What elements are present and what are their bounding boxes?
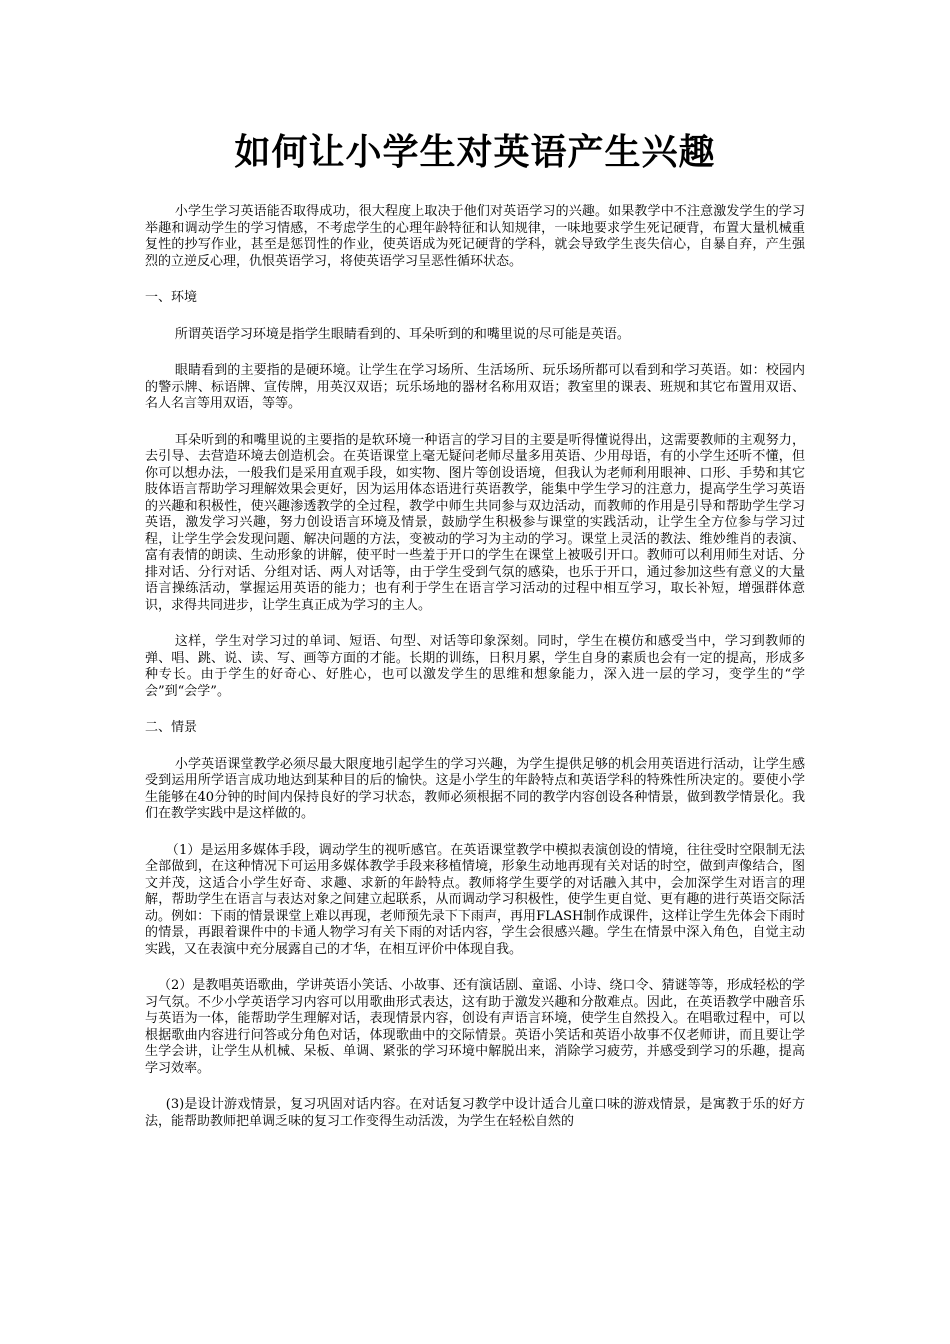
document-page xyxy=(145,128,805,1150)
section-heading-environment: 一、环境 xyxy=(145,290,198,305)
paragraph-hard-environment: 眼睛看到的主要指的是硬环境。让学生在学习场所、生活场所、玩乐场所都可以看到和学习英语。如：校园内的警示牌、标语牌、宣传牌，用英汉双语；玩乐场地的器材名称用双语；教室里的课表、班规和其它布置用双语、名人名言等用双语，等等。 xyxy=(145,363,805,411)
paragraph-result: 这样，学生对学习过的单词、短语、句型、对话等印象深刻。同时，学生在模仿和感受当中，学习到教师的弹、唱、跳、说、读、写、画等方面的才能。长期的训练，日积月累，学生自身的素质也会有一定的提高，形成多种专长。由于学生的好奇心、好胜心，也可以激发学生的思维和想象能力，深入进一层的学习，变学生的“学会”到“会学”。 xyxy=(145,634,805,699)
paragraph-method-games: (3)是设计游戏情景，复习巩固对话内容。在对话复习教学中设计适合儿童口味的游戏情景，是寓教于乐的好方法，能帮助教师把单调乏味的复习工作变得生动活泼，为学生在轻松自然的 xyxy=(145,1097,805,1129)
paragraph-intro: 小学生学习英语能否取得成功，很大程度上取决于他们对英语学习的兴趣。如果教学中不注意激发学生的学习举趣和调动学生的学习情感，不考虑学生的心理年龄特征和认知规律，一味地要求学生死记硬背，布置大量机械重复性的抄写作业，甚至是惩罚性的作业，使英语成为死记硬背的学科，就会导致学生丧失信心，自暴自弃，产生强烈的立逆反心理，仇恨英语学习，将使英语学习呈恶性循环状态。 xyxy=(145,204,805,269)
section-heading-scenario: 二、情景 xyxy=(145,720,198,735)
paragraph-scenario-intro: 小学英语课堂教学必须尽最大限度地引起学生的学习兴趣，为学生提供足够的机会用英语进行活动，让学生感受到运用所学语言成功地达到某种目的后的愉快。这是小学生的年龄特点和英语学科的特殊性所决定的。要使小学生能够在40分钟的时间内保持良好的学习状态，教师必须根据不同的教学内容创设各种情景，做到教学情景化。我们在教学实践中是这样做的。 xyxy=(145,756,805,821)
paragraph-environment-definition: 所谓英语学习环境是指学生眼睛看到的、耳朵听到的和嘴里说的尽可能是英语。 xyxy=(174,326,630,342)
document-title: 如何让小学生对英语产生兴趣 xyxy=(234,131,716,173)
paragraph-soft-environment: 耳朵听到的和嘴里说的主要指的是软环境一种语言的学习目的主要是听得懂说得出，这需要教师的主观努力，去引导、去营造环境去创造机会。在英语课堂上毫无疑问老师尽量多用英语、少用母语，有的小学生还听不懂，但你可以想办法，一般我们是采用直观手段，如实物、图片等创设语境，但我认为老师利用眼神、口形、手势和其它肢体语言帮助学习理解效果会更好，因为运用体态语进行英语教学，能集中学生学习的注意力，提高学生学习英语的兴趣和积极性，使兴趣渗透教学的全过程，教学中师生共同参与双边活动，而教师的作用是引导和帮助学生学习英语，激发学习兴趣，努力创设语言环境及情景，鼓励学生积极参与课堂的实践活动，让学生全方位参与学习过程，让学生学会发现问题、解决问题的方法，变被动的学习为主动的学习。课堂上灵活的教法、维妙维肖的表演、富有表情的朗读、生动形象的讲解，使平时一些羞于开口的学生在课堂上被吸引开口。教师可以利用师生对话、分排对话、分行对话、分组对话、两人对话等，由于学生受到气氛的感染，也乐于开口，通过参加这些有意义的大量语言操练活动，掌握运用英语的能力；也有利于学生在语言学习活动的过程中相互学习，取长补短，增强群体意识，求得共同进步，让学生真正成为学习的主人。 xyxy=(145,432,805,613)
paragraph-method-multimedia: （1）是运用多媒体手段，调动学生的视听感官。在英语课堂教学中模拟表演创设的情境，往往受时空限制无法全部做到，在这种情况下可运用多媒体教学手段来移植情境，形象生动地再现有关对话的时空，做到声像结合，图文并茂，这适合小学生好奇、求趣、求新的年龄特点。教师将学生要学的对话融入其中，会加深学生对语言的理解，帮助学生在语言与表达对象之间建立起联系，从而调动学习积极性，使学生更自觉、更有趣的进行英语交际活动。例如：下雨的情景课堂上难以再现，老师预先录下下雨声，再用FLASH制作成课件，这样让学生先体会下雨时的情景，再跟着课件中的卡通人物学习有关下雨的对话内容，学生会很感兴趣。学生在情景中深入角色，自觉主动实践，又在表演中充分展露自己的才华，在相互评价中体现自我。 xyxy=(145,842,805,957)
paragraph-method-songs: （2）是教唱英语歌曲，学讲英语小笑话、小故事、还有演话剧、童谣、小诗、绕口令、猜谜等等，形成轻松的学习气氛。不少小学英语学习内容可以用歌曲形式表达，这有助于激发兴趣和分散难点。因此，在英语教学中融音乐与英语为一体，能帮助学生理解对话，表现情景内容，创设有声语言环境，使学生自然投入。在唱歌过程中，可以根据歌曲内容进行问答或分角色对话，体现歌曲中的交际情景。英语小笑话和英语小故事不仅老师讲，而且要让学生学会讲，让学生从机械、呆板、单调、紧张的学习环境中解脱出来，消除学习疲劳，并感受到学习的乐趣，提高学习效率。 xyxy=(145,978,805,1076)
